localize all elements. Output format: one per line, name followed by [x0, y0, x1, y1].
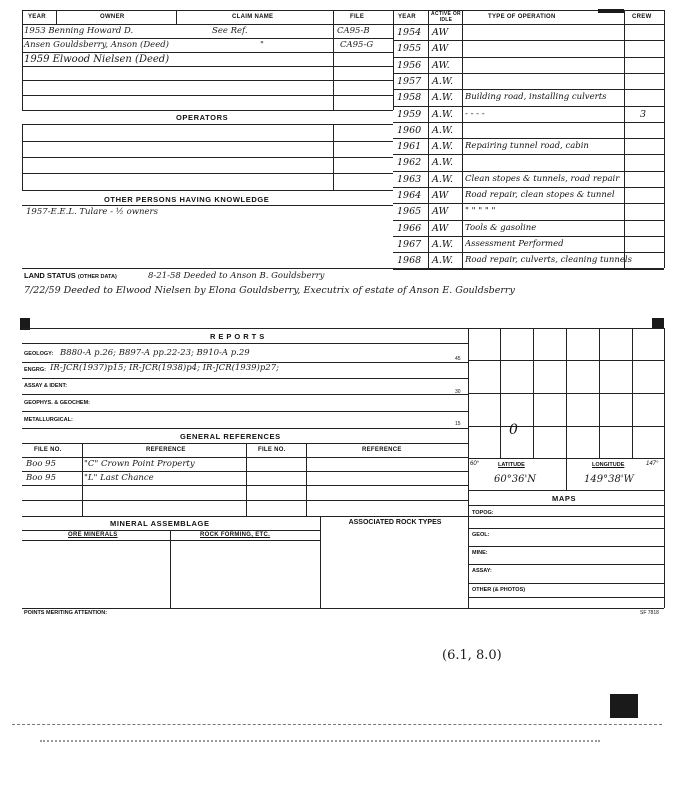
operation-status: AW	[432, 27, 449, 38]
operation-status: A.W.	[432, 173, 454, 185]
ref-row-2-file: Boo 95	[26, 473, 56, 483]
operation-status: A.W.	[432, 108, 454, 120]
associated-rock-types-label: ASSOCIATED ROCK TYPES	[348, 519, 442, 526]
geophys-label: GEOPHYS. & GEOCHEM:	[24, 400, 91, 406]
ref-row-2-reference: "L" Last Chance	[84, 473, 154, 483]
operation-row-divider	[393, 122, 664, 123]
land-status-sub: (OTHER DATA)	[77, 274, 117, 280]
operation-year: 1955	[397, 43, 422, 55]
operation-type: - - - -	[465, 108, 485, 119]
operation-year: 1957	[397, 75, 422, 87]
other-persons-entry: 1957-E.E.L. Tulare - ½ owners	[26, 207, 158, 217]
ref-row-1-reference: "C" Crown Point Property	[84, 459, 195, 469]
metallurgical-label: METALLURGICAL:	[24, 417, 73, 423]
operation-type: Clean stopes & tunnels, road repair	[465, 173, 620, 184]
operation-status: A.W.	[432, 238, 454, 250]
owner-row-1-claim: See Ref.	[212, 26, 248, 36]
ore-minerals-label: ORE MINERALS	[68, 532, 118, 538]
header-active-idle: ACTIVE OR IDLE	[431, 11, 461, 23]
operation-row-divider	[393, 171, 664, 172]
engrg-value: IR-JCR(1937)p15; IR-JCR(1938)p4; IR-JCR(1939)p27;	[50, 363, 279, 373]
owner-row-1: 1953 Benning Howard D.	[24, 26, 134, 36]
operation-status: A.W.	[432, 124, 454, 136]
mine-label: MINE:	[472, 550, 488, 556]
header-year-2: YEAR	[398, 14, 416, 20]
operation-year: 1966	[397, 222, 422, 234]
operation-row-divider	[393, 40, 664, 41]
owner-row-2-claim: "	[260, 40, 264, 50]
mineral-assemblage-label: MINERAL ASSEMBLAGE	[110, 519, 210, 528]
operators-label: OPERATORS	[176, 113, 229, 122]
ref-col-file-no: FILE NO.	[34, 447, 62, 453]
operation-row-divider	[393, 89, 664, 90]
lat-margin: 60°	[470, 461, 480, 467]
operation-status: A.W.	[432, 255, 454, 267]
general-references-label: GENERAL REFERENCES	[180, 432, 281, 441]
other-persons-label: OTHER PERSONS HAVING KNOWLEDGE	[104, 195, 270, 204]
ref-col-reference: REFERENCE	[146, 447, 186, 453]
operation-status: A.W.	[432, 141, 454, 153]
land-status-label: LAND STATUS	[24, 271, 76, 280]
operation-year: 1954	[397, 27, 422, 38]
engrg-label: ENGRG:	[24, 367, 46, 373]
margin-15: 15	[455, 421, 461, 427]
margin-45: 45	[455, 356, 461, 362]
operation-row-divider	[393, 252, 664, 253]
margin-30: 30	[455, 389, 461, 395]
operation-status: A.W.	[432, 75, 454, 87]
operation-crew: 3	[640, 108, 647, 120]
scan-artifact-block	[610, 694, 638, 718]
latitude-value: 60°36'N	[494, 474, 536, 485]
operation-year: 1962	[397, 157, 422, 169]
longitude-label: LONGITUDE	[592, 462, 625, 468]
points-meriting-attention-label: POINTS MERITING ATTENTION:	[24, 610, 108, 616]
topog-label: TOPOG:	[472, 510, 494, 516]
latitude-label: LATITUDE	[498, 462, 525, 468]
operation-type: Repairing tunnel road, cabin	[465, 141, 589, 152]
operation-year: 1968	[397, 255, 422, 267]
operation-row-divider	[393, 220, 664, 221]
operation-row-divider	[393, 187, 664, 188]
land-status-line-1: 8-21-58 Deeded to Anson B. Gouldsberry	[148, 271, 325, 281]
owner-row-1-file: CA95-B	[337, 26, 370, 36]
operation-year: 1965	[397, 206, 422, 218]
operation-year: 1959	[397, 108, 422, 120]
operation-type: Tools & gasoline	[465, 222, 537, 233]
header-claim-name: CLAIM NAME	[232, 14, 274, 20]
operation-row-divider	[393, 106, 664, 107]
lon-margin: 147°	[646, 461, 659, 467]
operation-year: 1960	[397, 124, 422, 136]
operation-type: " " " " "	[465, 206, 496, 217]
operation-status: AW	[432, 43, 449, 55]
operation-year: 1956	[397, 59, 422, 71]
operation-row-divider	[393, 236, 664, 237]
owner-row-2: Ansen Gouldsberry, Anson (Deed)	[24, 40, 169, 50]
operation-row-divider	[393, 73, 664, 74]
ref-col-reference-2: REFERENCE	[362, 447, 402, 453]
operation-status: AW.	[432, 59, 450, 71]
operation-type: Building road, installing culverts	[465, 92, 607, 103]
form-code: SF 7818	[640, 610, 659, 616]
scan-artifact-line-2	[40, 740, 600, 742]
ref-row-1-file: Boo 95	[26, 459, 56, 469]
owner-row-2-file: CA95-G	[340, 40, 374, 50]
header-type-of-operation: TYPE OF OPERATION	[488, 14, 556, 20]
operation-type: Assessment Performed	[465, 238, 564, 249]
land-status-line-2: 7/22/59 Deeded to Elwood Nielsen by Elona Gouldsberry, Executrix of estate of Anson E. Gouldsberry	[24, 285, 515, 296]
operation-row-divider	[393, 154, 664, 155]
maps-label: MAPS	[552, 494, 577, 503]
geology-value: B880-A p.26; B897-A pp.22-23; B910-A p.29	[60, 348, 250, 358]
operation-row-divider	[393, 57, 664, 58]
operation-row-divider	[393, 138, 664, 139]
reports-label: REPORTS	[210, 332, 268, 341]
grid-location-mark: 0	[509, 422, 518, 438]
header-file: FILE	[350, 14, 365, 20]
scan-artifact-line	[12, 724, 662, 725]
operation-type: Road repair, culverts, cleaning tunnels	[465, 255, 632, 266]
operation-row-divider	[393, 203, 664, 204]
operation-status: AW	[432, 206, 449, 218]
operation-year: 1967	[397, 238, 422, 250]
header-owner: OWNER	[100, 14, 125, 20]
owner-row-3: 1959 Elwood Nielsen (Deed)	[24, 54, 170, 65]
ref-col-file-no-2: FILE NO.	[258, 447, 286, 453]
operation-year: 1963	[397, 173, 422, 185]
operation-status: A.W.	[432, 92, 454, 104]
geology-label: GEOLOGY:	[24, 351, 54, 357]
operation-status: AW	[432, 222, 449, 234]
geol-label: GEOL:	[472, 532, 490, 538]
other-photos-label: OTHER (& PHOTOS)	[472, 587, 526, 593]
handwritten-coordinates: (6.1, 8.0)	[442, 648, 502, 663]
map-assay-label: ASSAY:	[472, 568, 492, 574]
operation-year: 1964	[397, 190, 422, 201]
assay-ident-label: ASSAY & IDENT:	[24, 383, 68, 389]
header-crew: CREW	[632, 14, 652, 20]
operation-status: AW	[432, 190, 449, 201]
operation-type: Road repair, clean stopes & tunnel	[465, 190, 615, 200]
header-year: YEAR	[28, 14, 46, 20]
longitude-value: 149°38'W	[584, 474, 634, 485]
operation-year: 1958	[397, 92, 422, 104]
operation-status: A.W.	[432, 157, 454, 169]
operation-year: 1961	[397, 141, 422, 153]
rock-forming-label: ROCK FORMING, ETC.	[200, 532, 271, 538]
